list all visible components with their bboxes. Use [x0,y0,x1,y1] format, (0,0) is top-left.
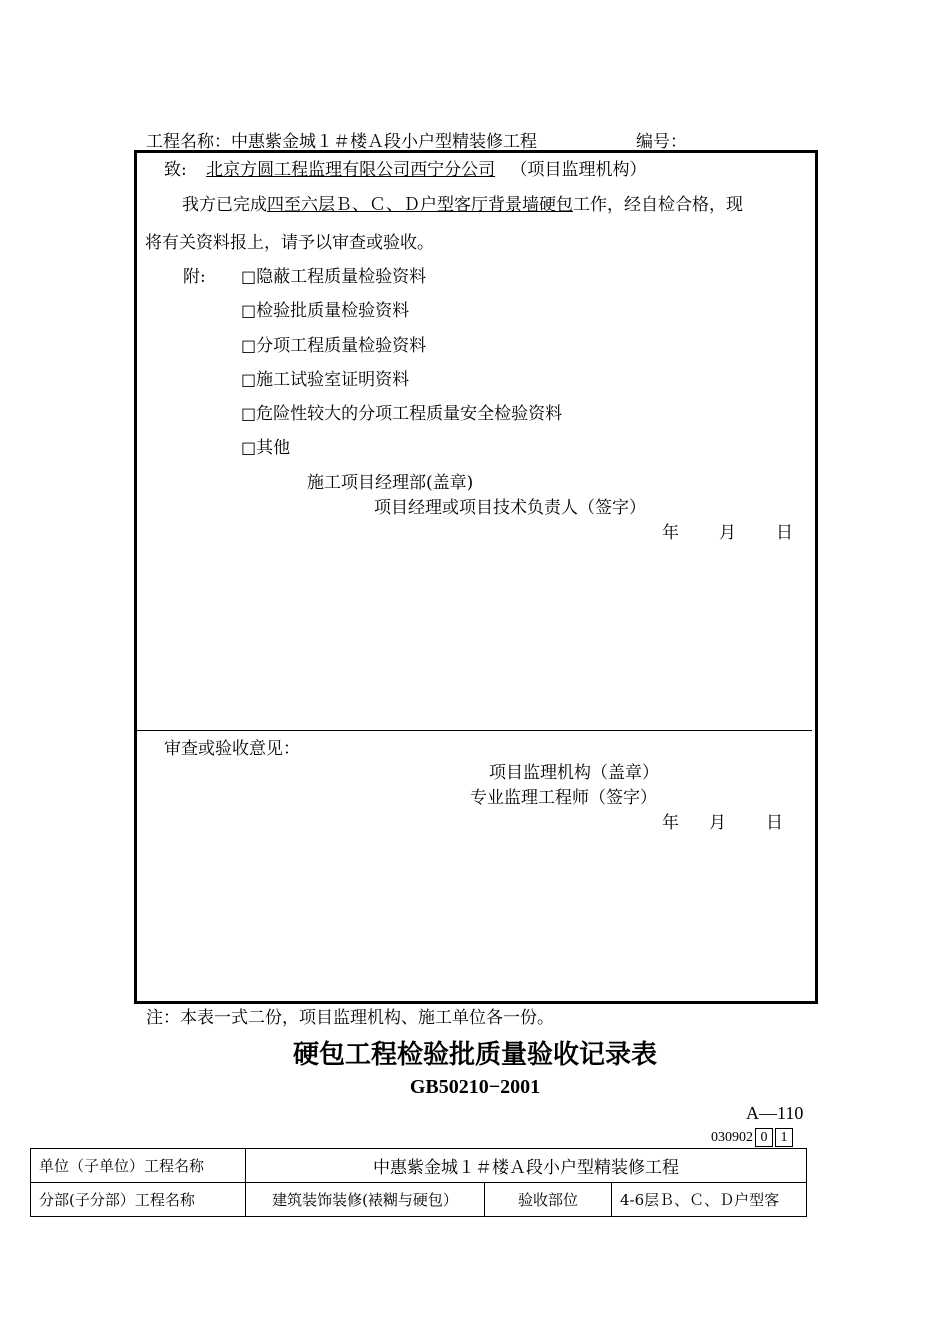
application-form-box [134,150,818,1004]
contractor-sign-label: 项目经理或项目技术负责人（签字） [374,498,646,518]
project-name-line [146,127,537,152]
supervision-company: 北京方圆工程监理有限公司西宁分公司 [206,160,496,180]
supervision-suffix: （项目监理机构） [510,160,647,180]
division-name-label: 分部(子分部）工程名称 [31,1183,246,1217]
section-divider [137,730,812,731]
serial-prefix: 030902 [711,1130,753,1145]
number-label: 编号： [636,132,687,152]
unit-name-value[interactable]: 中惠紫金城１＃楼Ａ段小户型精装修工程 [246,1149,807,1183]
date-day: 日 [766,813,783,833]
checkbox-icon[interactable]: □ [241,267,257,286]
declaration-prefix: 我方已完成 [182,195,267,215]
project-name-label: 工程名称： [146,132,231,152]
date-year: 年 [662,523,679,543]
contractor-stamp-label: 施工项目经理部(盖章) [307,473,474,493]
location-value[interactable]: 4-6层Ｂ、Ｃ、Ｄ户型客 [612,1183,807,1217]
checkbox-icon[interactable]: □ [241,301,257,320]
supervisor-sign-label: 专业监理工程师（签字） [470,788,657,808]
attachment-label: 隐蔽工程质量检验资料 [256,267,427,287]
contractor-date [662,518,793,543]
attachments-label: 附: [183,267,206,287]
attachment-item[interactable] [241,399,562,424]
to-label: 致: [164,160,187,180]
checkbox-icon[interactable]: □ [241,370,257,389]
standard-code: GB50210−2001 [409,1076,541,1098]
unit-name-label: 单位（子单位）工程名称 [31,1149,246,1183]
table-row [31,1183,807,1217]
project-name-value: 中惠紫金城１＃楼Ａ段小户型精装修工程 [231,132,537,152]
attachment-label: 分项工程质量检验资料 [256,336,427,356]
date-day: 日 [776,523,793,543]
attachment-item[interactable] [241,331,426,356]
serial-box[interactable]: 0 [755,1128,773,1147]
checkbox-icon[interactable]: □ [241,438,257,457]
date-month: 月 [709,813,726,833]
declaration-suffix: 工作，经自检合格，现 [573,195,743,215]
addressee-line [164,155,647,180]
attachment-label: 检验批质量检验资料 [256,301,410,321]
date-year: 年 [662,813,679,833]
project-info-table [30,1148,807,1217]
form-code: A—110 [746,1103,804,1123]
attachment-item[interactable] [241,365,409,390]
attachment-item[interactable] [241,296,409,321]
work-scope: 四至六层Ｂ、Ｃ、Ｄ户型客厅背景墙硬包 [267,195,573,215]
serial-box[interactable]: 1 [775,1128,793,1147]
supervisor-stamp-label: 项目监理机构（盖章） [489,763,659,783]
supervisor-date [662,808,783,833]
record-title: 硬包工程检验批质量验收记录表 [292,1040,657,1070]
declaration-line-1 [182,190,743,215]
form-note: 注：本表一式二份，项目监理机构、施工单位各一份。 [146,1008,554,1028]
attachment-item[interactable] [241,433,290,458]
attachment-label: 其他 [256,438,291,458]
checkbox-icon[interactable]: □ [241,336,257,355]
table-row [31,1149,807,1183]
serial-number [711,1128,793,1147]
attachment-item[interactable] [241,262,426,287]
date-month: 月 [719,523,736,543]
division-name-value[interactable]: 建筑装饰装修(裱糊与硬包） [246,1183,485,1217]
attachment-label: 施工试验室证明资料 [256,370,410,390]
checkbox-icon[interactable]: □ [241,404,257,423]
declaration-line-2: 将有关资料报上，请予以审查或验收。 [145,233,434,253]
review-opinion-label: 审查或验收意见： [164,739,300,759]
attachment-label: 危险性较大的分项工程质量安全检验资料 [256,404,563,424]
location-label: 验收部位 [485,1183,612,1217]
